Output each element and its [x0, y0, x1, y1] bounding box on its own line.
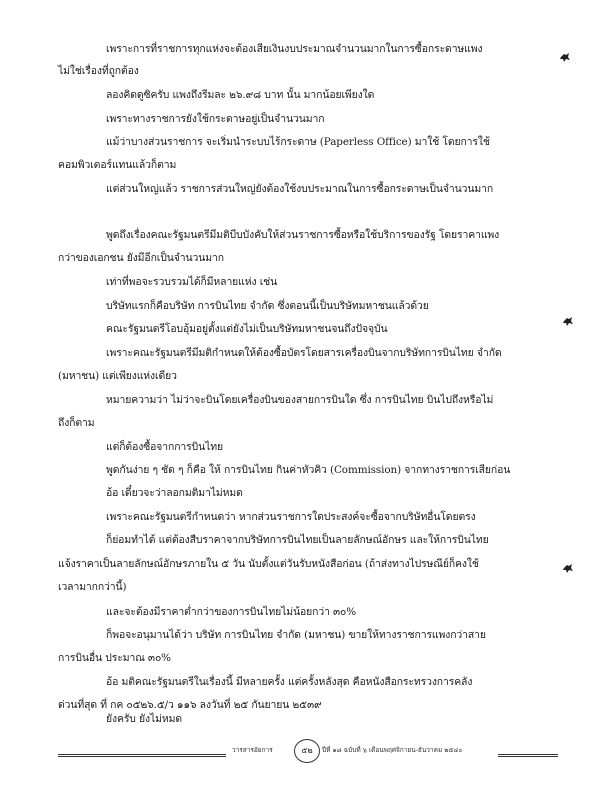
paragraph-line: เพราะคณะรัฐมนตรีกำหนดว่า หากส่วนราชการใดประสงค์จะซื้อจากบริษัทอื่นโดยตรง	[106, 511, 476, 523]
paragraph-line: และจะต้องมีราคาต่ำกว่าของการบินไทยไม่น้อยกว่า ๓๐%	[106, 606, 357, 618]
footer-rule-left	[58, 754, 226, 757]
paragraph-line: เพราะทางราชการยังใช้กระดาษอยู่เป็นจำนวนมาก	[106, 113, 325, 125]
footer-issue-info: ปีที่ ๑๘ ฉบับที่ ๖ เดือนพฤศจิกายน-ธันวาคม ๒๕๔๐	[322, 746, 463, 754]
paragraph-line: ก็พอจะอนุมานได้ว่า บริษัท การบินไทย จำกัด (มหาชน) ขายให้ทางราชการแพงกว่าสาย	[106, 629, 486, 641]
paragraph-line: อ้อ เดี๋ยวจะว่าลอกมติมาไม่หมด	[106, 487, 243, 499]
paragraph-line: แม้ว่าบางส่วนราชการ จะเริ่มนำระบบไร้กระดาษ (Paperless Office) มาใช้ โดยการใช้	[106, 136, 490, 148]
paragraph-line: เพราะคณะรัฐมนตรีมีมติกำหนดให้ต้องซื้อบัตรโดยสารเครื่องบินจากบริษัทการบินไทย จำกัด	[106, 347, 502, 359]
paragraph-line: คอมพิวเตอร์แทนแล้วก็ตาม	[58, 159, 177, 171]
ink-blot-icon	[560, 53, 570, 62]
paragraph-line: ถึงก็ตาม	[58, 417, 95, 429]
paragraph-line: เพราะการที่ราชการทุกแห่งจะต้องเสียเงินงบประมาณจำนวนมากในการซื้อกระดาษแพง	[106, 43, 483, 55]
ink-blot-icon	[563, 317, 573, 326]
paragraph-line: หมายความว่า ไม่ว่าจะบินโดยเครื่องบินของสายการบินใด ซึ่ง การบินไทย บินไปถึงหรือไม่	[106, 394, 494, 406]
paragraph-line: พูดกันง่าย ๆ ชัด ๆ ก็คือ ให้ การบินไทย กินค่าหัวคิว (Commission) จากทางราชการเสียก่อน	[106, 464, 511, 476]
paragraph-line: พูดถึงเรื่องคณะรัฐมนตรีมีมติบีบบังคับให้ส่วนราชการซื้อหรือใช้บริการของรัฐ โดยราคาแพง	[106, 229, 500, 241]
paragraph-line: ยังครับ ยังไม่หมด	[106, 713, 182, 725]
page-number: ๕๒	[301, 746, 313, 755]
paragraph-line: เท่าที่พอจะรวบรวมได้ก็มีหลายแห่ง เช่น	[106, 276, 278, 288]
ink-blot-icon	[563, 564, 573, 573]
paragraph-line: แจ้งราคาเป็นลายลักษณ์อักษรภายใน ๕ วัน นับตั้งแต่วันรับหนังสือก่อน (ถ้าส่งทางไปรษณีย์ก็คงใช้	[58, 558, 479, 570]
paragraph-line: ลองคิดดูซิครับ แพงถึงรีมละ ๒๖.๙๘ บาท นั้น มากน้อยเพียงใด	[106, 89, 375, 101]
paragraph-line: เวลามากกว่านี้)	[58, 581, 127, 593]
paragraph-line: แต่ก็ต้องซื้อจากการบินไทย	[106, 441, 223, 453]
paragraph-line: คณะรัฐมนตรีโอบอุ้มอยู่ตั้งแต่ยังไม่เป็นบริษัทมหาชนจนถึงปัจจุบัน	[106, 323, 388, 335]
paragraph-line: ก็ย่อมทำได้ แต่ต้องสืบราคาจากบริษัทการบินไทยเป็นลายลักษณ์อักษร และให้การบินไทย	[106, 534, 489, 546]
paragraph-line: อ้อ มติคณะรัฐมนตรีในเรื่องนี้ มีหลายครั้ง แต่ครั้งหลังสุด คือหนังสือกระทรวงการคลัง	[106, 676, 473, 688]
paragraph-line: บริษัทแรกก็คือบริษัท การบินไทย จำกัด ซึ่งตอนนี้เป็นบริษัทมหาชนแล้วด้วย	[106, 300, 429, 312]
paragraph-line: ไม่ใช่เรื่องที่ถูกต้อง	[58, 65, 139, 77]
paragraph-line: แต่ส่วนใหญ่แล้ว ราชการส่วนใหญ่ยังต้องใช้งบประมาณในการซื้อกระดาษเป็นจำนวนมาก	[106, 183, 494, 195]
paragraph-line: (มหาชน) แต่เพียงแห่งเดียว	[58, 370, 177, 382]
footer-rule-right	[498, 754, 558, 757]
page-number-emblem	[294, 739, 320, 763]
footer-journal-title: วารสารอัยการ	[232, 746, 273, 754]
paragraph-line: การบินอื่น ประมาณ ๓๐%	[58, 652, 171, 664]
paragraph-line: ด่วนที่สุด ที่ กค ๐๕๒๖.๕/ว ๑๑๖ ลงวันที่ ๒๕ กันยายน ๒๕๓๙	[58, 699, 322, 711]
paragraph-line: กว่าของเอกชน ยังมีอีกเป็นจำนวนมาก	[58, 252, 224, 264]
